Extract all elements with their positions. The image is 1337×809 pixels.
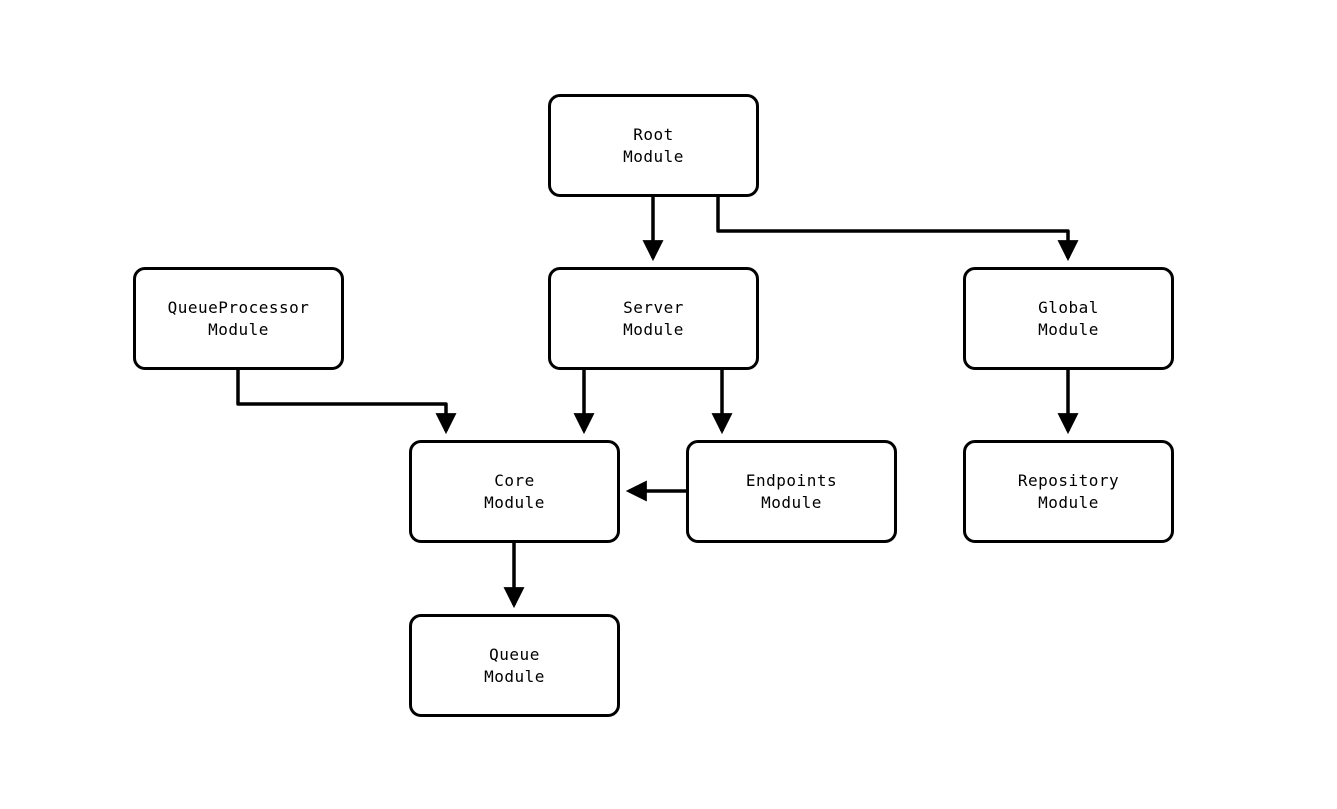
node-endpoints-module[interactable] (686, 440, 897, 543)
node-label-line2: Module (761, 492, 822, 512)
node-label-line1: Repository (1017, 470, 1120, 490)
node-queueprocessor-module[interactable] (133, 267, 344, 370)
node-queue-module[interactable] (409, 614, 620, 717)
node-label-line1: Queue (489, 644, 540, 664)
node-label-line2: Module (623, 146, 684, 166)
node-root-module[interactable] (548, 94, 759, 197)
node-server-module[interactable] (548, 267, 759, 370)
node-label-line2: Module (484, 666, 545, 686)
node-label-line1: Core (494, 470, 535, 490)
node-label-line1: Root (633, 124, 674, 144)
node-global-module[interactable] (963, 267, 1174, 370)
node-label-line1: Endpoints (745, 470, 838, 490)
node-label-line1: QueueProcessor (167, 297, 310, 317)
node-label-line1: Global (1038, 297, 1099, 317)
node-core-module[interactable] (409, 440, 620, 543)
node-repository-module[interactable] (963, 440, 1174, 543)
edge-queueprocessor-to-core (238, 370, 446, 431)
node-label-line2: Module (208, 319, 269, 339)
node-label-line2: Module (1038, 319, 1099, 339)
node-label-line2: Module (484, 492, 545, 512)
node-label-line2: Module (623, 319, 684, 339)
node-label-line2: Module (1038, 492, 1099, 512)
node-label-line1: Server (623, 297, 684, 317)
edge-root-to-global (718, 197, 1068, 258)
